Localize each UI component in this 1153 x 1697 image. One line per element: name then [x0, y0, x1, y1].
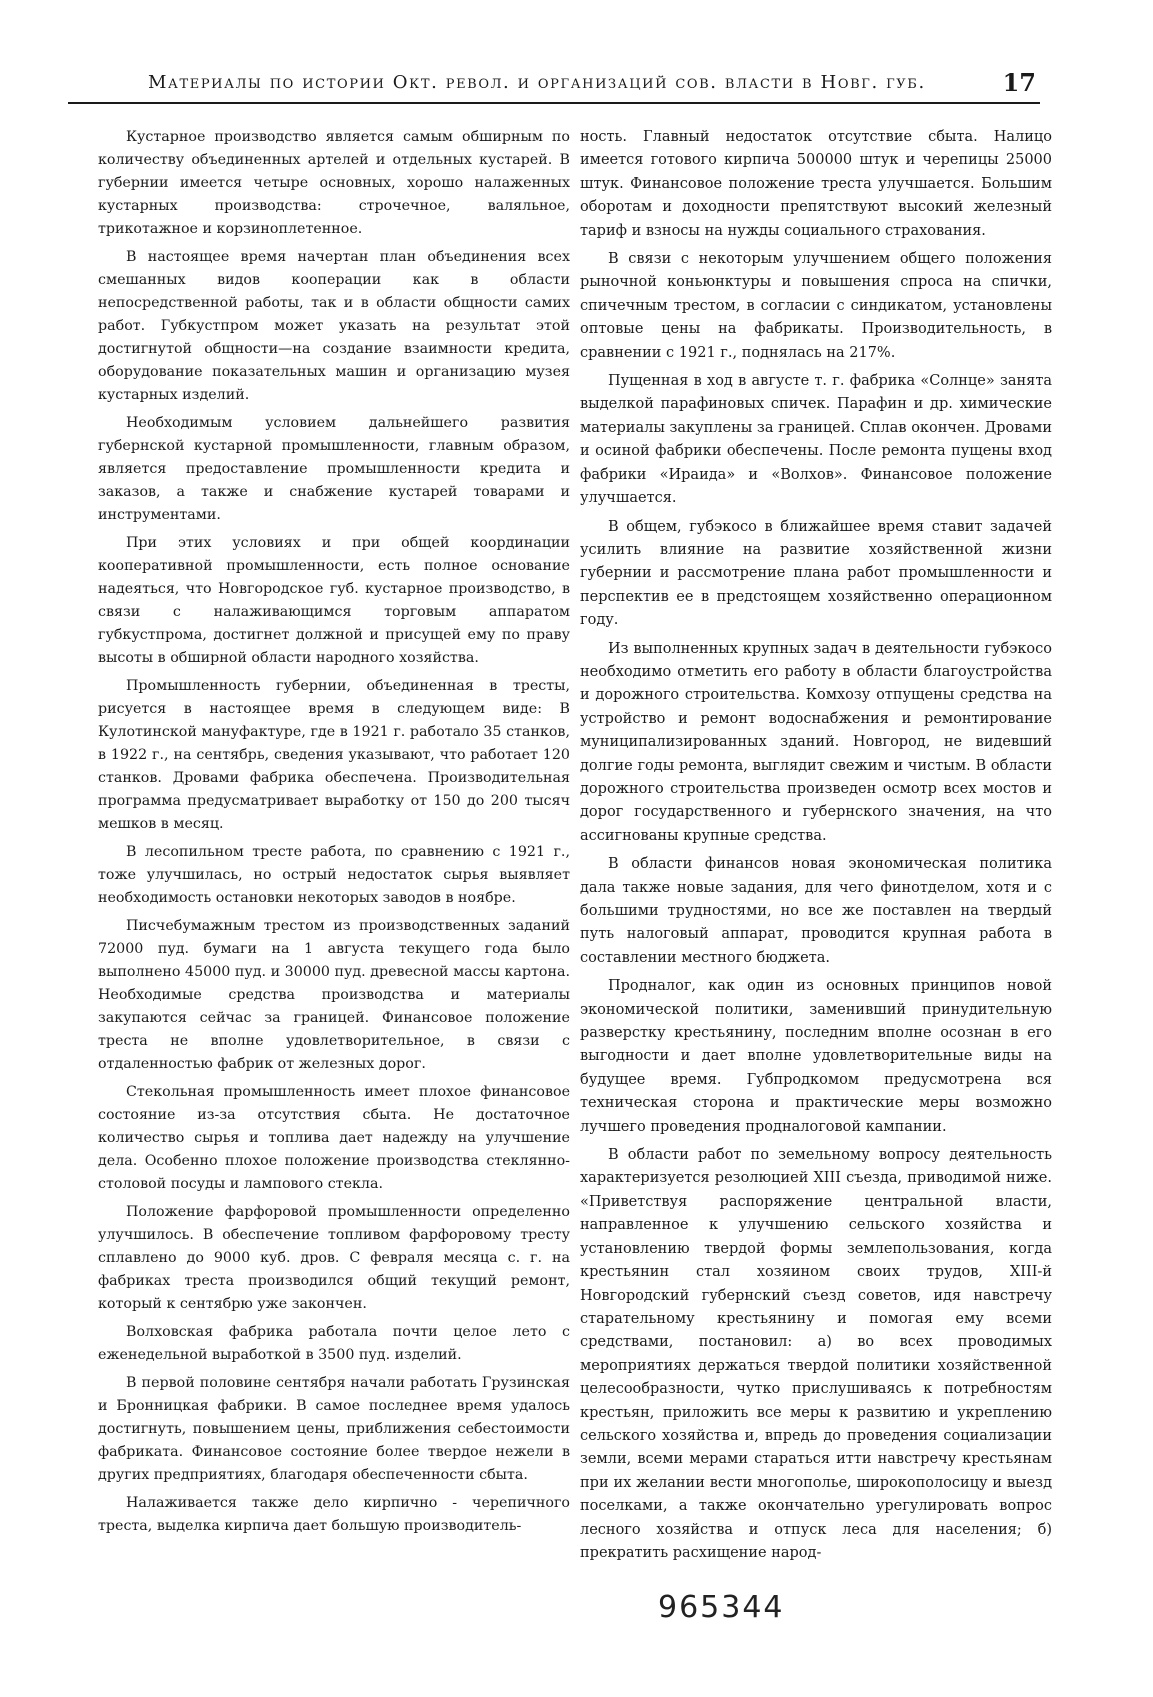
paragraph: Пущенная в ход в августе т. г. фабрика «Солнце» занята выделкой парафиновых спичек. Парафин и др. химические материалы закуплены за границей. Сплав окончен. Дровами и осиной фабрики обеспечены. После ремонта пущены вход фабрики «Ираида» и «Волхов». Финансовое положение улучшается.: [580, 373, 1052, 507]
running-title: Материалы по истории Окт. револ. и организаций сов. власти в Новг. губ.: [148, 72, 926, 93]
paragraph: В общем, губэкосо в ближайшее время ставит задачей усилить влияние на развитие хозяйственной жизни губернии и рассмотрение плана работ промышленности и перспектив ее в предстоящем хозяйственно операционном году.: [580, 518, 1052, 629]
paragraph: Налаживается также дело кирпично - черепичного треста, выделка кирпича дает большую производитель-: [98, 1495, 570, 1534]
paragraph: Промышленность губернии, объединенная в тресты, рисуется в настоящее время в следующем виде: В Кулотинской мануфактуре, где в 1921 г. работало 35 станков, в 1922 г., на сентябрь, сведения указывают, что работает 120 станков. Дровами фабрика обеспечена. Производительная программа предусматривает выработку от 150 до 200 тысяч мешков в месяц.: [98, 678, 570, 832]
page-number: 17: [1002, 68, 1036, 97]
paragraph: В настоящее время начертан план объединения всех смешанных видов кооперации как в области непосредственной работы, так и в области общности самих работ. Губкустпром может указать на результат этой достигнутой общности—на создание взаимности кредита, оборудование показательных машин и организацию музея кустарных изделий.: [98, 249, 570, 403]
paragraph: В первой половине сентября начали работать Грузинская и Бронницкая фабрики. В самое последнее время удалось достигнуть, повышением цены, приближения себестоимости фабриката. Финансовое состояние более твердое нежели в других предприятиях, благодаря обеспеченности сбыта.: [98, 1375, 570, 1483]
paragraph: Кустарное производство является самым обширным по количеству объединенных артелей и отдельных кустарей. В губернии имеется четыре основных, хорошо налаженных кустарных производства: строчечное, валяльное, трикотажное и корзиноплетенное.: [98, 129, 570, 237]
right-column: [580, 126, 1052, 1570]
paragraph: Волховская фабрика работала почти целое лето с еженедельной выработкой в 3500 пуд. изделий.: [98, 1324, 570, 1363]
paragraph: В области работ по земельному вопросу деятельность характеризуется резолюцией XIII съезда, приводимой ниже. «Приветствуя распоряжение центральной власти, направленное к улучшению сельского хозяйства и установлению твердой формы землепользования, когда крестьянин стал хозяином своих трудов, XIII-й Новгородский губернский съезд советов, идя навстречу старательному крестьянину и помогая ему всеми средствами, постановил: а) во всех проводимых мероприятиях держаться твердой политики хозяйственной целесообразности, чутко прислушиваясь к потребностям крестьян, приложить все меры к развитию и укреплению сельского хозяйства и, впредь до проведения социализации земли, всеми мерами стараться итти навстречу крестьянам при их желании вести многополье, широкополосицу и выезд поселками, а также окончательно урегулировать вопрос лесного хозяйства и отпуск леса для населения; б) прекратить расхищение народ-: [580, 1147, 1052, 1561]
paragraph-continuation: ность. Главный недостаток отсутствие сбыта. Налицо имеется готового кирпича 500000 штук и черепицы 25000 штук. Финансовое положение треста улучшается. Большим оборотам и доходности препятствуют высокий железный тариф и взносы на нужды социального страхования.: [580, 129, 1052, 239]
paragraph: Продналог, как один из основных принципов новой экономической политики, заменивший принудительную разверстку крестьянину, последним вполне осознан в его выгодности и дает вполне удовлетворительные виды на будущее время. Губпродкомом предусмотрена вся техническая сторона и практические меры возможно лучшего проведения продналоговой кампании.: [580, 978, 1052, 1135]
paragraph: Стекольная промышленность имеет плохое финансовое состояние из-за отсутствия сбыта. Не достаточное количество сырья и топлива дает надежду на улучшение дела. Особенно плохое положение производства стеклянно-столовой посуды и лампового стекла.: [98, 1084, 570, 1192]
paragraph: В лесопильном тресте работа, по сравнению с 1921 г., тоже улучшилась, но острый недостаток сырья выявляет необходимость остановки некоторых заводов в ноябре.: [98, 844, 570, 906]
left-column: [98, 126, 570, 1543]
page-header: [68, 68, 1040, 104]
paragraph: Писчебумажным трестом из производственных заданий 72000 пуд. бумаги на 1 августа текущего года было выполнено 45000 пуд. и 30000 пуд. древесной массы картона. Необходимые средства производства и материалы закупаются сейчас за границей. Финансовое положение треста не вполне удовлетворительное, в связи с отдаленностью фабрик от железных дорог.: [98, 918, 571, 1072]
paragraph: Из выполненных крупных задач в деятельности губэкосо необходимо отметить его работу в области благоустройства и дорожного строительства. Комхозу отпущены средства на устройство и ремонт водоснабжения и ремонтирование муниципализированных зданий. Новгород, не видевший долгие годы ремонта, выглядит свежим и чистым. В области дорожного строительства произведен осмотр всех мостов и дорог государственного и губернского значения, на что ассигнованы крупные средства.: [580, 640, 1052, 844]
paragraph: При этих условиях и при общей координации кооперативной промышленности, есть полное основание надеяться, что Новгородское губ. кустарное производство, в связи с налаживающимся торговым аппаратом губкустпрома, достигнет должной и присущей ему по праву высоты в обширной области народного хозяйства.: [98, 535, 570, 666]
paragraph: Положение фарфоровой промышленности определенно улучшилось. В обеспечение топливом фарфоровому тресту сплавлено до 9000 куб. дров. С февраля месяца с. г. на фабриках треста производился общий текущий ремонт, который к сентябрю уже закончен.: [98, 1204, 570, 1312]
paragraph: В области финансов новая экономическая политика дала также новые задания, для чего финотделом, хотя и с большими трудностями, но все же поставлен на твердый путь налоговый аппарат, проводится крупная работа в составлении местного бюджета.: [580, 856, 1052, 966]
paragraph: Необходимым условием дальнейшего развития губернской кустарной промышленности, главным образом, является предоставление промышленности кредита и заказов, а также и снабжение кустарей товарами и инструментами.: [98, 415, 570, 523]
paragraph: В связи с некоторым улучшением общего положения рыночной коньюнктуры и повышения спроса на спички, спичечным трестом, в согласии с синдикатом, установлены оптовые цены на фабрикаты. Производительность, в сравнении с 1921 г., поднялась на 217%.: [580, 251, 1052, 361]
handwritten-archive-number: 965344: [658, 1590, 785, 1625]
